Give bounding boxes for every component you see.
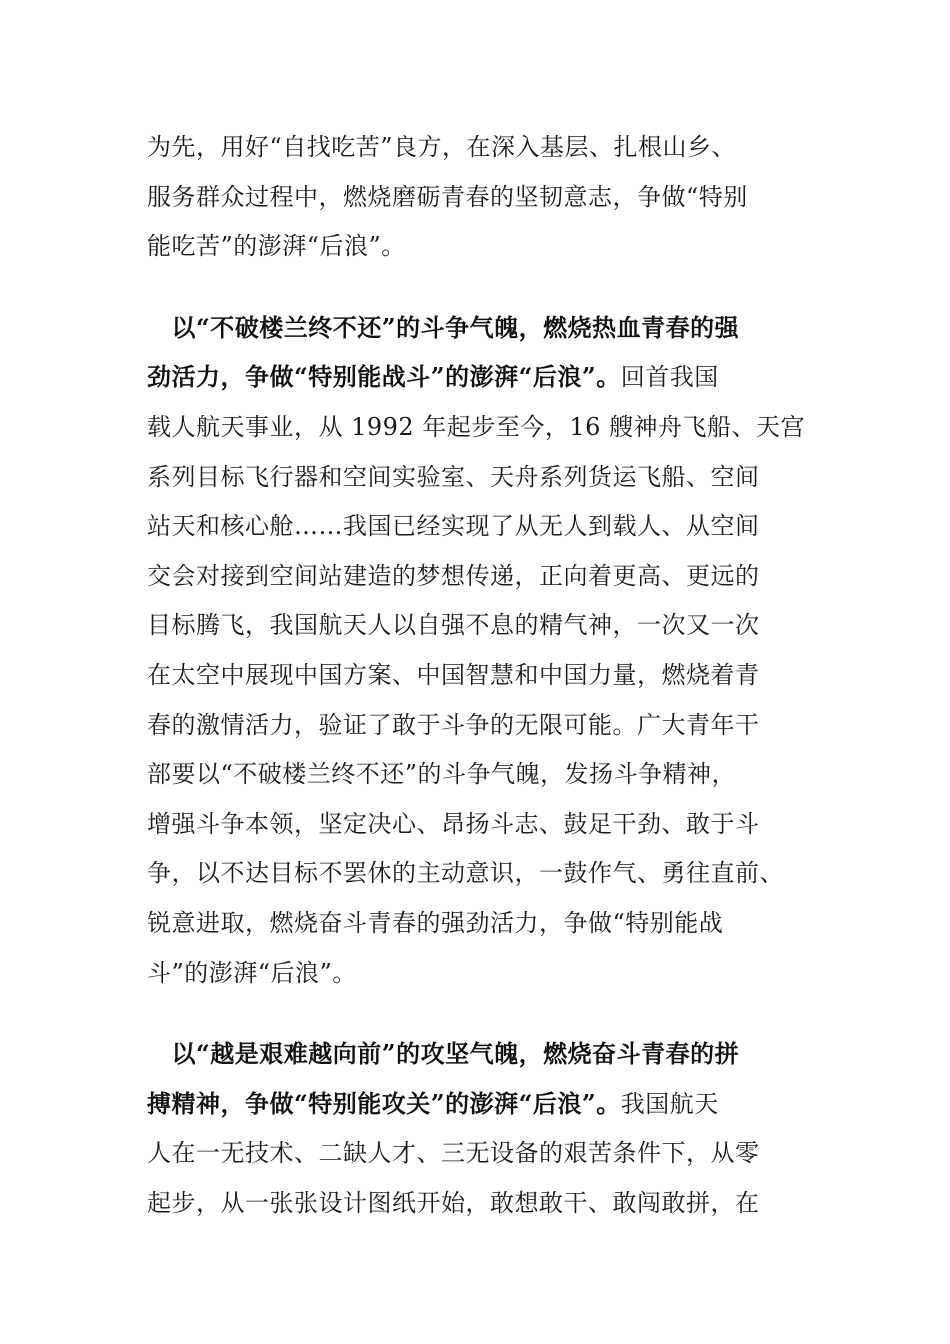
body-text: 交会对接到空间站建造的梦想传递，正向着更高、更远的 xyxy=(147,561,760,590)
paragraph-line xyxy=(147,1188,760,1218)
paragraph-line xyxy=(147,1039,739,1069)
paragraph-line xyxy=(147,182,748,212)
body-text: 起步，从一张张设计图纸开始，敢想敢干、敢闯敢拼，在 xyxy=(147,1189,760,1217)
body-text: 为先，用好“自找吃苦”良方，在深入基层、扎根山乡、 xyxy=(147,133,737,161)
body-text: 服务群众过程中，燃烧磨砺青春的坚韧意志，争做“特别 xyxy=(147,182,748,211)
body-text: 人在一无技术、二缺人才、三无设备的艰苦条件下，从零 xyxy=(147,1139,760,1168)
bold-heading-text: 劲活力，争做“特别能战斗”的澎湃“后浪”。 xyxy=(147,362,621,392)
body-text: 我国航天 xyxy=(620,1089,719,1118)
body-text: 系列目标飞行器和空间实验室、天舟系列货运飞船、空间 xyxy=(147,462,760,491)
body-text: 斗”的澎湃“后浪”。 xyxy=(147,958,357,987)
paragraph-line xyxy=(147,362,719,392)
paragraph-line xyxy=(147,858,784,888)
paragraph-line xyxy=(147,313,739,343)
body-text: 春的激情活力，验证了敢于斗争的无限可能。广大青年干 xyxy=(147,710,760,739)
bold-heading-text: 搏精神，争做“特别能攻关”的澎湃“后浪”。 xyxy=(147,1088,621,1118)
paragraph-line xyxy=(147,660,760,690)
paragraph-line xyxy=(147,511,760,541)
body-text: 载人航天事业，从 1992 年起步至今，16 艘神舟飞船、天宫 xyxy=(147,413,806,441)
paragraph-line xyxy=(147,809,760,839)
paragraph-line xyxy=(147,710,760,740)
paragraph-line xyxy=(147,462,760,492)
paragraph-line xyxy=(147,231,406,261)
bold-heading-text: 以“不破楼兰终不还”的斗争气魄，燃烧热血青春的强 xyxy=(147,312,740,342)
body-text: 回首我国 xyxy=(620,363,719,392)
body-text: 在太空中展现中国方案、中国智慧和中国力量，燃烧着青 xyxy=(147,661,760,689)
paragraph-line xyxy=(147,958,357,988)
paragraph-line xyxy=(147,412,805,442)
body-text: 增强斗争本领，坚定决心、昂扬斗志、鼓足干劲、敢于斗 xyxy=(147,809,760,838)
paragraph-line xyxy=(147,561,760,591)
body-text: 争，以不达目标不罢休的主动意识，一鼓作气、勇往直前、 xyxy=(147,859,784,888)
body-text: 能吃苦”的澎湃“后浪”。 xyxy=(147,232,406,261)
paragraph-line xyxy=(147,610,760,640)
body-text: 站天和核心舱……我国已经实现了从无人到载人、从空间 xyxy=(147,512,760,541)
paragraph-line xyxy=(147,1089,719,1119)
paragraph-line xyxy=(147,1138,760,1168)
body-text: 锐意进取，燃烧奋斗青春的强劲活力，争做“特别能战 xyxy=(147,909,724,937)
bold-heading-text: 以“越是艰难越向前”的攻坚气魄，燃烧奋斗青春的拼 xyxy=(147,1039,740,1069)
paragraph-line xyxy=(147,759,736,789)
body-text: 目标腾飞，我国航天人以自强不息的精气神，一次又一次 xyxy=(147,611,760,640)
body-text: 部要以“不破楼兰终不还”的斗争气魄，发扬斗争精神， xyxy=(147,760,737,789)
paragraph-line xyxy=(147,132,736,162)
paragraph-line xyxy=(147,908,723,938)
